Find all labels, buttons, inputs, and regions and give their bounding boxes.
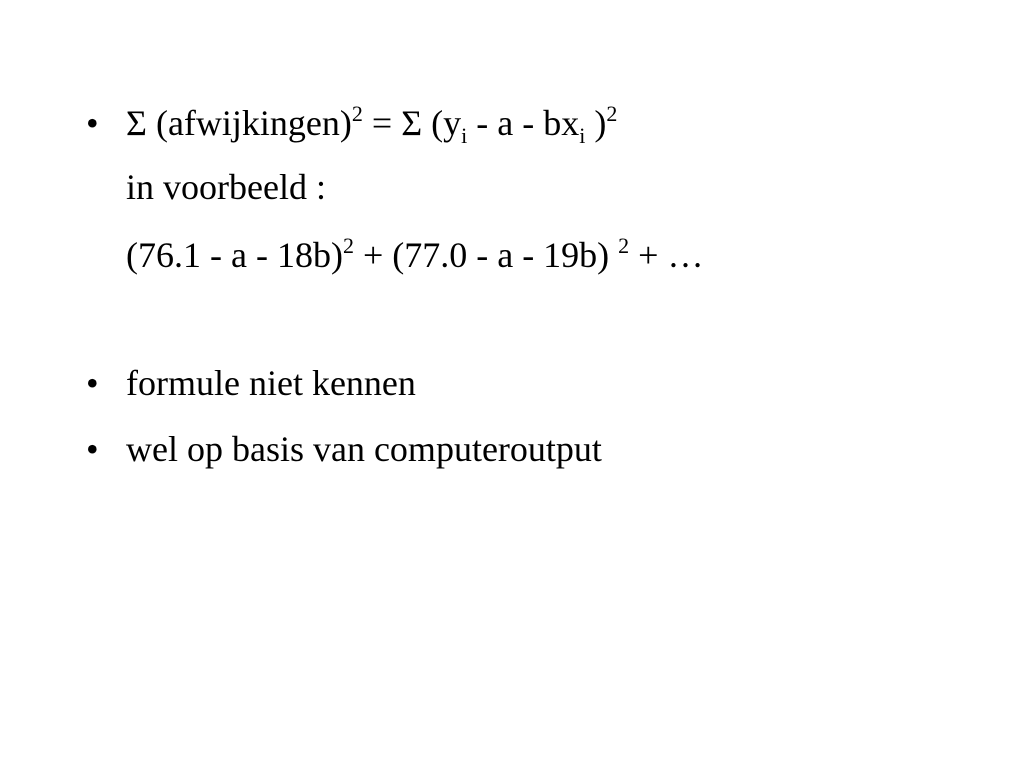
exponent: 2	[606, 101, 618, 126]
sigma-symbol: Σ	[401, 103, 423, 143]
formula-text: (76.1 - a - 18b)	[126, 235, 343, 275]
sigma-symbol: Σ	[126, 103, 147, 143]
equals-sign: =	[362, 103, 402, 143]
exponent: 2	[342, 233, 354, 258]
exponent: 2	[351, 101, 363, 126]
bullet-text-formula-not-needed: formule niet kennen	[126, 363, 416, 403]
formula-text: + (77.0 - a - 19b)	[353, 235, 619, 275]
bullet-marker: •	[86, 429, 99, 469]
sum-of-squared-deviations-formula	[126, 101, 618, 148]
formula-text: - a - bx	[467, 103, 580, 143]
subscript: i	[461, 123, 468, 148]
formula-text: (afwijkingen)	[146, 103, 352, 143]
bullet-marker: •	[86, 103, 99, 143]
subscript: i	[579, 123, 586, 148]
formula-text: + …	[629, 235, 704, 275]
bullet-text-computer-output: wel op basis van computeroutput	[126, 429, 602, 469]
formula-text: (y	[422, 103, 462, 143]
bullet-marker: •	[86, 363, 99, 403]
formula-text: )	[585, 103, 607, 143]
exponent: 2	[618, 233, 630, 258]
example-formula	[126, 234, 703, 276]
example-intro-text: in voorbeeld :	[126, 167, 326, 207]
